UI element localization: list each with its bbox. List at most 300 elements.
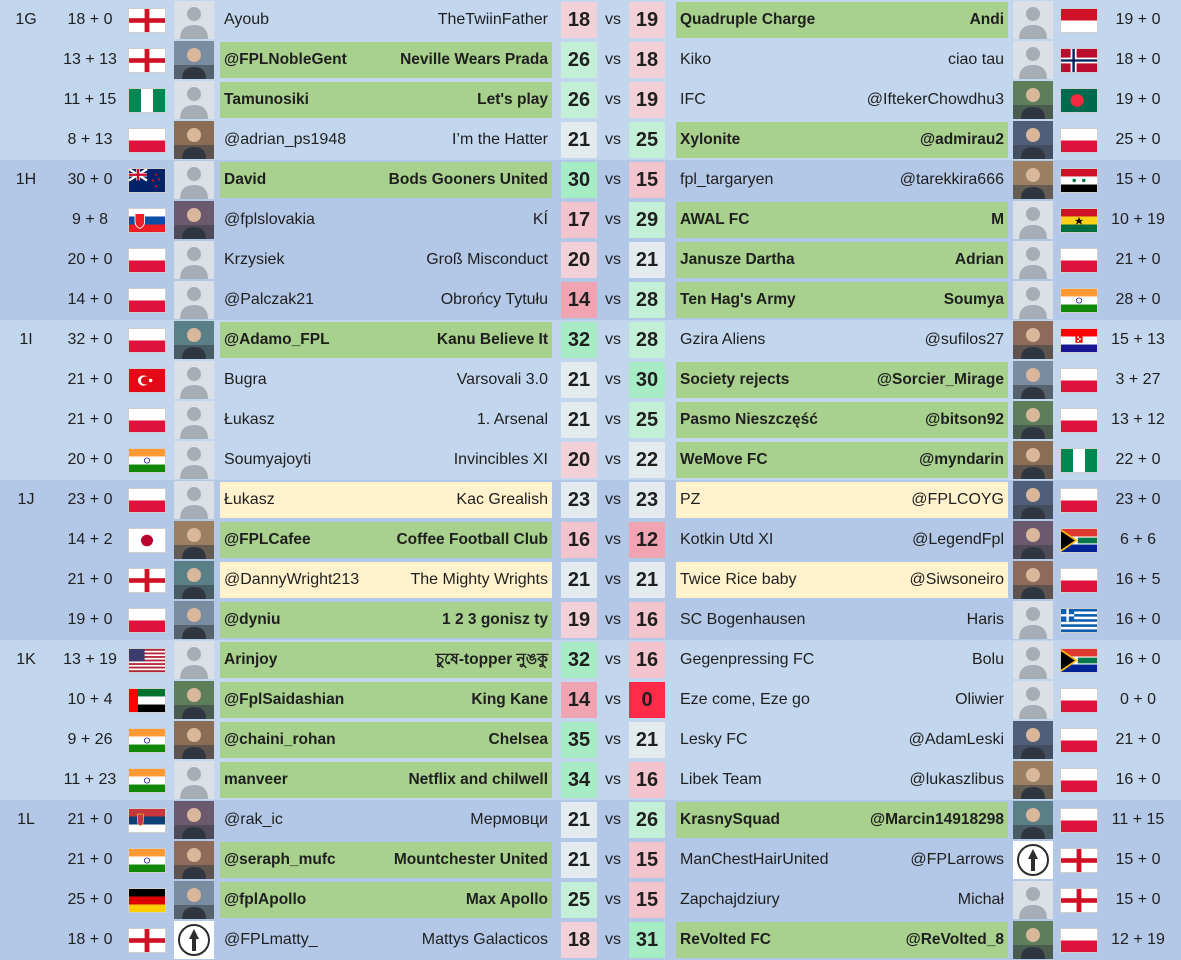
away-points-breakdown: 23 + 0 xyxy=(1115,491,1161,508)
home-entry-cell[interactable] xyxy=(220,282,552,318)
away-manager-name[interactable]: Soumya xyxy=(943,291,1004,308)
away-manager-name[interactable]: @FPLarrows xyxy=(910,851,1004,868)
home-avatar-placeholder[interactable] xyxy=(174,761,214,799)
match-row[interactable] xyxy=(0,280,1181,320)
home-entry-cell[interactable] xyxy=(220,162,552,198)
home-entry-cell[interactable] xyxy=(220,482,552,518)
away-team-name: SC Bogenhausen xyxy=(680,611,806,628)
home-manager-name[interactable]: @dyniu xyxy=(224,611,281,628)
group-block xyxy=(0,640,1181,800)
away-avatar-placeholder[interactable] xyxy=(1013,641,1053,679)
away-manager-name[interactable]: @Siwsoneiro xyxy=(909,571,1004,588)
home-score: 18 xyxy=(561,2,597,38)
home-entry-cell[interactable] xyxy=(220,922,552,958)
home-entry-cell[interactable] xyxy=(220,122,552,158)
match-row[interactable] xyxy=(0,200,1181,240)
away-manager-name[interactable]: ciao tau xyxy=(947,51,1004,68)
away-team-name: Twice Rice baby xyxy=(680,571,797,588)
group-label: 1K xyxy=(16,651,36,668)
away-manager-name[interactable]: @ReVolted_8 xyxy=(905,931,1004,948)
away-manager-name[interactable]: Andi xyxy=(969,11,1004,28)
home-points-breakdown: 14 + 2 xyxy=(67,531,113,548)
away-score: 21 xyxy=(629,722,665,758)
home-team-name: I’m the Hatter xyxy=(451,131,548,148)
away-avatar-photo[interactable] xyxy=(1013,721,1053,759)
poland-flag-icon xyxy=(1060,688,1098,713)
away-score: 21 xyxy=(629,242,665,278)
home-manager-name[interactable]: Arinjoy xyxy=(224,651,278,668)
home-avatar-placeholder[interactable] xyxy=(174,241,214,279)
match-row[interactable] xyxy=(0,680,1181,720)
home-points-breakdown: 20 + 0 xyxy=(67,251,113,268)
home-score: 20 xyxy=(561,442,597,478)
away-manager-name[interactable]: @LegendFpl xyxy=(912,531,1004,548)
match-row[interactable] xyxy=(0,560,1181,600)
home-entry-cell[interactable] xyxy=(220,682,552,718)
home-points-breakdown: 18 + 0 xyxy=(67,11,113,28)
away-score: 26 xyxy=(629,802,665,838)
away-avatar-photo[interactable] xyxy=(1013,761,1053,799)
home-avatar-photo[interactable] xyxy=(174,561,214,599)
home-manager-name[interactable]: @Palczak21 xyxy=(224,291,315,308)
home-entry-cell[interactable] xyxy=(220,882,552,918)
away-entry-cell[interactable] xyxy=(676,402,1008,438)
germany-flag-icon xyxy=(128,888,166,913)
south-africa-flag-icon xyxy=(1060,648,1098,673)
away-avatar-photo[interactable] xyxy=(1013,81,1053,119)
england-flag-icon xyxy=(1060,888,1098,913)
home-score: 30 xyxy=(561,162,597,198)
away-team-name: Lesky FC xyxy=(680,731,748,748)
away-manager-name[interactable]: @lukaszlibus xyxy=(909,771,1004,788)
away-avatar-placeholder[interactable] xyxy=(1013,241,1053,279)
home-entry-cell[interactable] xyxy=(220,722,552,758)
poland-flag-icon xyxy=(1060,808,1098,833)
south-africa-flag-icon xyxy=(1060,528,1098,553)
vs-label: vs xyxy=(605,411,621,428)
poland-flag-icon xyxy=(1060,768,1098,793)
away-entry-cell[interactable] xyxy=(676,242,1008,278)
home-team-name: Mountchester United xyxy=(393,851,548,868)
away-entry-cell[interactable] xyxy=(676,282,1008,318)
home-entry-cell[interactable] xyxy=(220,642,552,678)
home-score: 14 xyxy=(561,682,597,718)
away-manager-name[interactable]: M xyxy=(991,211,1004,228)
home-score: 26 xyxy=(561,42,597,78)
away-entry-cell[interactable] xyxy=(676,562,1008,598)
home-team-name: Neville Wears Prada xyxy=(400,51,548,68)
home-score: 32 xyxy=(561,322,597,358)
vs-label: vs xyxy=(605,771,621,788)
away-manager-name[interactable]: @tarekkira666 xyxy=(899,171,1004,188)
away-avatar-photo[interactable] xyxy=(1013,401,1053,439)
home-points-breakdown: 21 + 0 xyxy=(67,811,113,828)
home-entry-cell[interactable] xyxy=(220,522,552,558)
vs-label: vs xyxy=(605,811,621,828)
home-manager-name[interactable]: @chaini_rohan xyxy=(224,731,336,748)
away-points-breakdown: 18 + 0 xyxy=(1115,51,1161,68)
poland-flag-icon xyxy=(128,248,166,273)
away-avatar-photo[interactable] xyxy=(1013,921,1053,959)
match-row[interactable] xyxy=(0,840,1181,880)
home-manager-name[interactable]: @Adamo_FPL xyxy=(224,331,330,348)
home-avatar-photo[interactable] xyxy=(174,121,214,159)
home-avatar-photo[interactable] xyxy=(174,201,214,239)
away-points-breakdown: 15 + 0 xyxy=(1115,851,1161,868)
home-team-name: Chelsea xyxy=(488,731,548,748)
home-entry-cell[interactable] xyxy=(220,442,552,478)
croatia-flag-icon xyxy=(1060,328,1098,353)
usa-flag-icon xyxy=(128,648,166,673)
away-points-breakdown: 16 + 0 xyxy=(1115,651,1161,668)
away-manager-name[interactable]: @FPLCOYG xyxy=(911,491,1004,508)
home-avatar-logo[interactable] xyxy=(174,921,214,959)
away-team-name: Kiko xyxy=(680,51,712,68)
away-entry-cell[interactable] xyxy=(676,362,1008,398)
group-label: 1I xyxy=(19,331,33,348)
group-block xyxy=(0,0,1181,160)
home-team-name: Coffee Football Club xyxy=(396,531,548,548)
home-team-name: Obrońcy Tytułu xyxy=(440,291,548,308)
away-score: 19 xyxy=(629,2,665,38)
home-manager-name[interactable]: Łukasz xyxy=(224,491,275,508)
away-entry-cell[interactable] xyxy=(676,882,1008,918)
away-entry-cell[interactable] xyxy=(676,802,1008,838)
vs-label: vs xyxy=(605,291,621,308)
away-team-name: IFC xyxy=(680,91,706,108)
away-team-name: fpl_targaryen xyxy=(680,171,774,188)
away-manager-name[interactable]: @myndarin xyxy=(919,451,1004,468)
home-manager-name[interactable]: @FPLmatty_ xyxy=(224,931,318,948)
away-avatar-placeholder[interactable] xyxy=(1013,881,1053,919)
away-avatar-photo[interactable] xyxy=(1013,321,1053,359)
match-row[interactable] xyxy=(0,160,1181,200)
home-score: 26 xyxy=(561,82,597,118)
away-team-name: Gegenpressing FC xyxy=(680,651,815,668)
away-entry-cell[interactable] xyxy=(676,762,1008,798)
away-team-name: Society rejects xyxy=(680,371,790,388)
away-entry-cell[interactable] xyxy=(676,522,1008,558)
home-avatar-placeholder[interactable] xyxy=(174,401,214,439)
match-row[interactable] xyxy=(0,120,1181,160)
vs-label: vs xyxy=(605,531,621,548)
match-row[interactable] xyxy=(0,40,1181,80)
away-manager-name[interactable]: @admirau2 xyxy=(919,131,1004,148)
away-entry-cell[interactable] xyxy=(676,722,1008,758)
away-entry-cell[interactable] xyxy=(676,442,1008,478)
new-zealand-flag-icon xyxy=(128,168,166,193)
home-points-breakdown: 25 + 0 xyxy=(67,891,113,908)
vs-label: vs xyxy=(605,371,621,388)
england-flag-icon xyxy=(1060,848,1098,873)
away-score: 16 xyxy=(629,762,665,798)
match-row[interactable] xyxy=(0,520,1181,560)
home-score: 21 xyxy=(561,802,597,838)
home-entry-cell[interactable] xyxy=(220,602,552,638)
away-entry-cell[interactable] xyxy=(676,682,1008,718)
home-manager-name[interactable]: @fplslovakia xyxy=(224,211,315,228)
home-manager-name[interactable]: Tamunosiki xyxy=(224,91,309,108)
match-row[interactable] xyxy=(0,360,1181,400)
away-score: 21 xyxy=(629,562,665,598)
away-score: 15 xyxy=(629,882,665,918)
away-score: 31 xyxy=(629,922,665,958)
home-score: 35 xyxy=(561,722,597,758)
home-avatar-photo[interactable] xyxy=(174,721,214,759)
home-team-name: Мермовци xyxy=(470,811,548,828)
home-points-breakdown: 21 + 0 xyxy=(67,371,113,388)
poland-flag-icon xyxy=(1060,928,1098,953)
norway-flag-icon xyxy=(1060,48,1098,73)
home-team-name: Varsovali 3.0 xyxy=(456,371,548,388)
away-score: 18 xyxy=(629,42,665,78)
match-row[interactable] xyxy=(0,400,1181,440)
match-row[interactable] xyxy=(0,760,1181,800)
match-row[interactable] xyxy=(0,80,1181,120)
away-team-name: Ten Hag's Army xyxy=(680,291,796,308)
away-manager-name[interactable]: @IftekerChowdhu3 xyxy=(866,91,1004,108)
poland-flag-icon xyxy=(1060,488,1098,513)
home-entry-cell[interactable] xyxy=(220,362,552,398)
home-points-breakdown: 23 + 0 xyxy=(67,491,113,508)
match-row[interactable] xyxy=(0,600,1181,640)
home-score: 32 xyxy=(561,642,597,678)
home-score: 21 xyxy=(561,402,597,438)
away-points-breakdown: 15 + 13 xyxy=(1111,331,1165,348)
match-row[interactable] xyxy=(0,720,1181,760)
away-manager-name[interactable]: Michał xyxy=(957,891,1004,908)
away-points-breakdown: 19 + 0 xyxy=(1115,11,1161,28)
poland-flag-icon xyxy=(1060,408,1098,433)
home-entry-cell[interactable] xyxy=(220,562,552,598)
match-row[interactable] xyxy=(0,320,1181,360)
nigeria-flag-icon xyxy=(1060,448,1098,473)
home-manager-name[interactable]: @seraph_mufc xyxy=(224,851,336,868)
home-points-breakdown: 21 + 0 xyxy=(67,851,113,868)
home-entry-cell[interactable] xyxy=(220,82,552,118)
home-entry-cell[interactable] xyxy=(220,842,552,878)
home-team-name: Bods Gooners United xyxy=(388,171,548,188)
away-score: 16 xyxy=(629,642,665,678)
away-avatar-placeholder[interactable] xyxy=(1013,281,1053,319)
away-points-breakdown: 21 + 0 xyxy=(1115,251,1161,268)
home-manager-name[interactable]: @FPLNobleGent xyxy=(224,51,347,68)
home-avatar-photo[interactable] xyxy=(174,841,214,879)
away-avatar-placeholder[interactable] xyxy=(1013,601,1053,639)
poland-flag-icon xyxy=(1060,368,1098,393)
home-points-breakdown: 11 + 15 xyxy=(63,91,117,108)
away-avatar-photo[interactable] xyxy=(1013,521,1053,559)
home-manager-name[interactable]: @DannyWright213 xyxy=(224,571,360,588)
home-avatar-photo[interactable] xyxy=(174,881,214,919)
away-entry-cell[interactable] xyxy=(676,122,1008,158)
home-team-name: Mattys Galacticos xyxy=(421,931,548,948)
away-points-breakdown: 0 + 0 xyxy=(1119,691,1157,708)
away-manager-name[interactable]: @AdamLeski xyxy=(908,731,1004,748)
home-avatar-photo[interactable] xyxy=(174,601,214,639)
group-block xyxy=(0,800,1181,960)
away-manager-name[interactable]: Oliwier xyxy=(955,691,1004,708)
home-manager-name[interactable]: @rak_ic xyxy=(224,811,283,828)
away-avatar-photo[interactable] xyxy=(1013,801,1053,839)
vs-label: vs xyxy=(605,491,621,508)
away-points-breakdown: 21 + 0 xyxy=(1115,731,1161,748)
vs-label: vs xyxy=(605,651,621,668)
home-points-breakdown: 13 + 19 xyxy=(63,651,117,668)
home-avatar-photo[interactable] xyxy=(174,41,214,79)
home-score: 21 xyxy=(561,122,597,158)
away-points-breakdown: 25 + 0 xyxy=(1115,131,1161,148)
away-manager-name[interactable]: @bitson92 xyxy=(925,411,1004,428)
away-manager-name[interactable]: Haris xyxy=(966,611,1004,628)
home-score: 17 xyxy=(561,202,597,238)
home-manager-name[interactable]: Ayoub xyxy=(224,11,270,28)
away-manager-name[interactable]: @Marcin14918298 xyxy=(869,811,1004,828)
indonesia-flag-icon xyxy=(1060,8,1098,33)
away-avatar-logo[interactable] xyxy=(1013,841,1053,879)
home-avatar-placeholder[interactable] xyxy=(174,1,214,39)
away-points-breakdown: 28 + 0 xyxy=(1115,291,1161,308)
away-avatar-photo[interactable] xyxy=(1013,161,1053,199)
home-manager-name[interactable]: Bugra xyxy=(224,371,267,388)
match-row[interactable] xyxy=(0,920,1181,960)
away-points-breakdown: 16 + 0 xyxy=(1115,611,1161,628)
home-manager-name[interactable]: manveer xyxy=(224,771,288,788)
away-avatar-placeholder[interactable] xyxy=(1013,41,1053,79)
home-score: 16 xyxy=(561,522,597,558)
home-points-breakdown: 18 + 0 xyxy=(67,931,113,948)
home-entry-cell[interactable] xyxy=(220,242,552,278)
home-manager-name[interactable]: @adrian_ps1948 xyxy=(224,131,347,148)
away-team-name: Eze come, Eze go xyxy=(680,691,810,708)
home-team-name: The Mighty Wrights xyxy=(410,571,548,588)
home-avatar-placeholder[interactable] xyxy=(174,281,214,319)
home-entry-cell[interactable] xyxy=(220,202,552,238)
vs-label: vs xyxy=(605,131,621,148)
away-entry-cell[interactable] xyxy=(676,202,1008,238)
home-manager-name[interactable]: Krzysiek xyxy=(224,251,285,268)
home-manager-name[interactable]: David xyxy=(224,171,267,188)
away-avatar-photo[interactable] xyxy=(1013,561,1053,599)
match-row[interactable] xyxy=(0,800,1181,840)
poland-flag-icon xyxy=(1060,568,1098,593)
away-entry-cell[interactable] xyxy=(676,82,1008,118)
home-avatar-placeholder[interactable] xyxy=(174,361,214,399)
away-entry-cell[interactable] xyxy=(676,42,1008,78)
away-manager-name[interactable]: @sufilos27 xyxy=(924,331,1004,348)
away-entry-cell[interactable] xyxy=(676,322,1008,358)
home-score: 34 xyxy=(561,762,597,798)
home-entry-cell[interactable] xyxy=(220,802,552,838)
away-entry-cell[interactable] xyxy=(676,842,1008,878)
away-team-name: KrasnySquad xyxy=(680,811,780,828)
away-entry-cell[interactable] xyxy=(676,602,1008,638)
home-avatar-placeholder[interactable] xyxy=(174,81,214,119)
away-entry-cell[interactable] xyxy=(676,482,1008,518)
home-points-breakdown: 21 + 0 xyxy=(67,571,113,588)
home-avatar-photo[interactable] xyxy=(174,801,214,839)
away-avatar-photo[interactable] xyxy=(1013,481,1053,519)
home-entry-cell[interactable] xyxy=(220,402,552,438)
home-team-name: King Kane xyxy=(471,691,548,708)
match-row[interactable] xyxy=(0,880,1181,920)
match-row[interactable] xyxy=(0,440,1181,480)
home-avatar-placeholder[interactable] xyxy=(174,161,214,199)
away-avatar-placeholder[interactable] xyxy=(1013,681,1053,719)
poland-flag-icon xyxy=(1060,728,1098,753)
away-avatar-placeholder[interactable] xyxy=(1013,1,1053,39)
vs-label: vs xyxy=(605,331,621,348)
greece-flag-icon xyxy=(1060,608,1098,633)
home-avatar-placeholder[interactable] xyxy=(174,441,214,479)
home-manager-name[interactable]: @fplApollo xyxy=(224,891,307,908)
poland-flag-icon xyxy=(128,408,166,433)
away-team-name: AWAL FC xyxy=(680,211,750,228)
poland-flag-icon xyxy=(1060,248,1098,273)
away-avatar-placeholder[interactable] xyxy=(1013,201,1053,239)
away-entry-cell[interactable] xyxy=(676,642,1008,678)
away-entry-cell[interactable] xyxy=(676,922,1008,958)
home-entry-cell[interactable] xyxy=(220,322,552,358)
away-points-breakdown: 16 + 5 xyxy=(1115,571,1161,588)
vs-label: vs xyxy=(605,931,621,948)
away-points-breakdown: 16 + 0 xyxy=(1115,771,1161,788)
home-manager-name[interactable]: Soumyajoyti xyxy=(224,451,312,468)
away-score: 15 xyxy=(629,842,665,878)
match-row[interactable] xyxy=(0,240,1181,280)
home-manager-name[interactable]: Łukasz xyxy=(224,411,275,428)
slovakia-flag-icon xyxy=(128,208,166,233)
ghana-flag-icon xyxy=(1060,208,1098,233)
away-entry-cell[interactable] xyxy=(676,162,1008,198)
poland-flag-icon xyxy=(128,128,166,153)
away-points-breakdown: 15 + 0 xyxy=(1115,891,1161,908)
poland-flag-icon xyxy=(128,288,166,313)
match-row[interactable] xyxy=(0,480,1181,520)
home-points-breakdown: 14 + 0 xyxy=(67,291,113,308)
home-manager-name[interactable]: @FPLCafee xyxy=(224,531,311,548)
home-avatar-placeholder[interactable] xyxy=(174,481,214,519)
home-avatar-photo[interactable] xyxy=(174,321,214,359)
home-avatar-photo[interactable] xyxy=(174,681,214,719)
away-team-name: Pasmo Nieszczęść xyxy=(680,411,818,428)
away-score: 25 xyxy=(629,122,665,158)
home-avatar-photo[interactable] xyxy=(174,521,214,559)
away-avatar-photo[interactable] xyxy=(1013,361,1053,399)
away-entry-cell[interactable] xyxy=(676,2,1008,38)
away-manager-name[interactable]: Bolu xyxy=(971,651,1004,668)
away-avatar-photo[interactable] xyxy=(1013,441,1053,479)
away-manager-name[interactable]: @Sorcier_Mirage xyxy=(876,371,1004,388)
bangladesh-flag-icon xyxy=(1060,88,1098,113)
away-manager-name[interactable]: Adrian xyxy=(954,251,1004,268)
group-label: 1J xyxy=(17,491,35,508)
group-block xyxy=(0,320,1181,480)
away-avatar-photo[interactable] xyxy=(1013,121,1053,159)
home-entry-cell[interactable] xyxy=(220,2,552,38)
match-row[interactable] xyxy=(0,0,1181,40)
away-team-name: Janusze Dartha xyxy=(680,251,795,268)
away-team-name: Quadruple Charge xyxy=(680,11,816,28)
england-flag-icon xyxy=(128,48,166,73)
match-row[interactable] xyxy=(0,640,1181,680)
away-score: 29 xyxy=(629,202,665,238)
home-avatar-placeholder[interactable] xyxy=(174,641,214,679)
home-entry-cell[interactable] xyxy=(220,762,552,798)
home-entry-cell[interactable] xyxy=(220,42,552,78)
home-manager-name[interactable]: @FplSaidashian xyxy=(224,691,345,708)
away-score: 15 xyxy=(629,162,665,198)
